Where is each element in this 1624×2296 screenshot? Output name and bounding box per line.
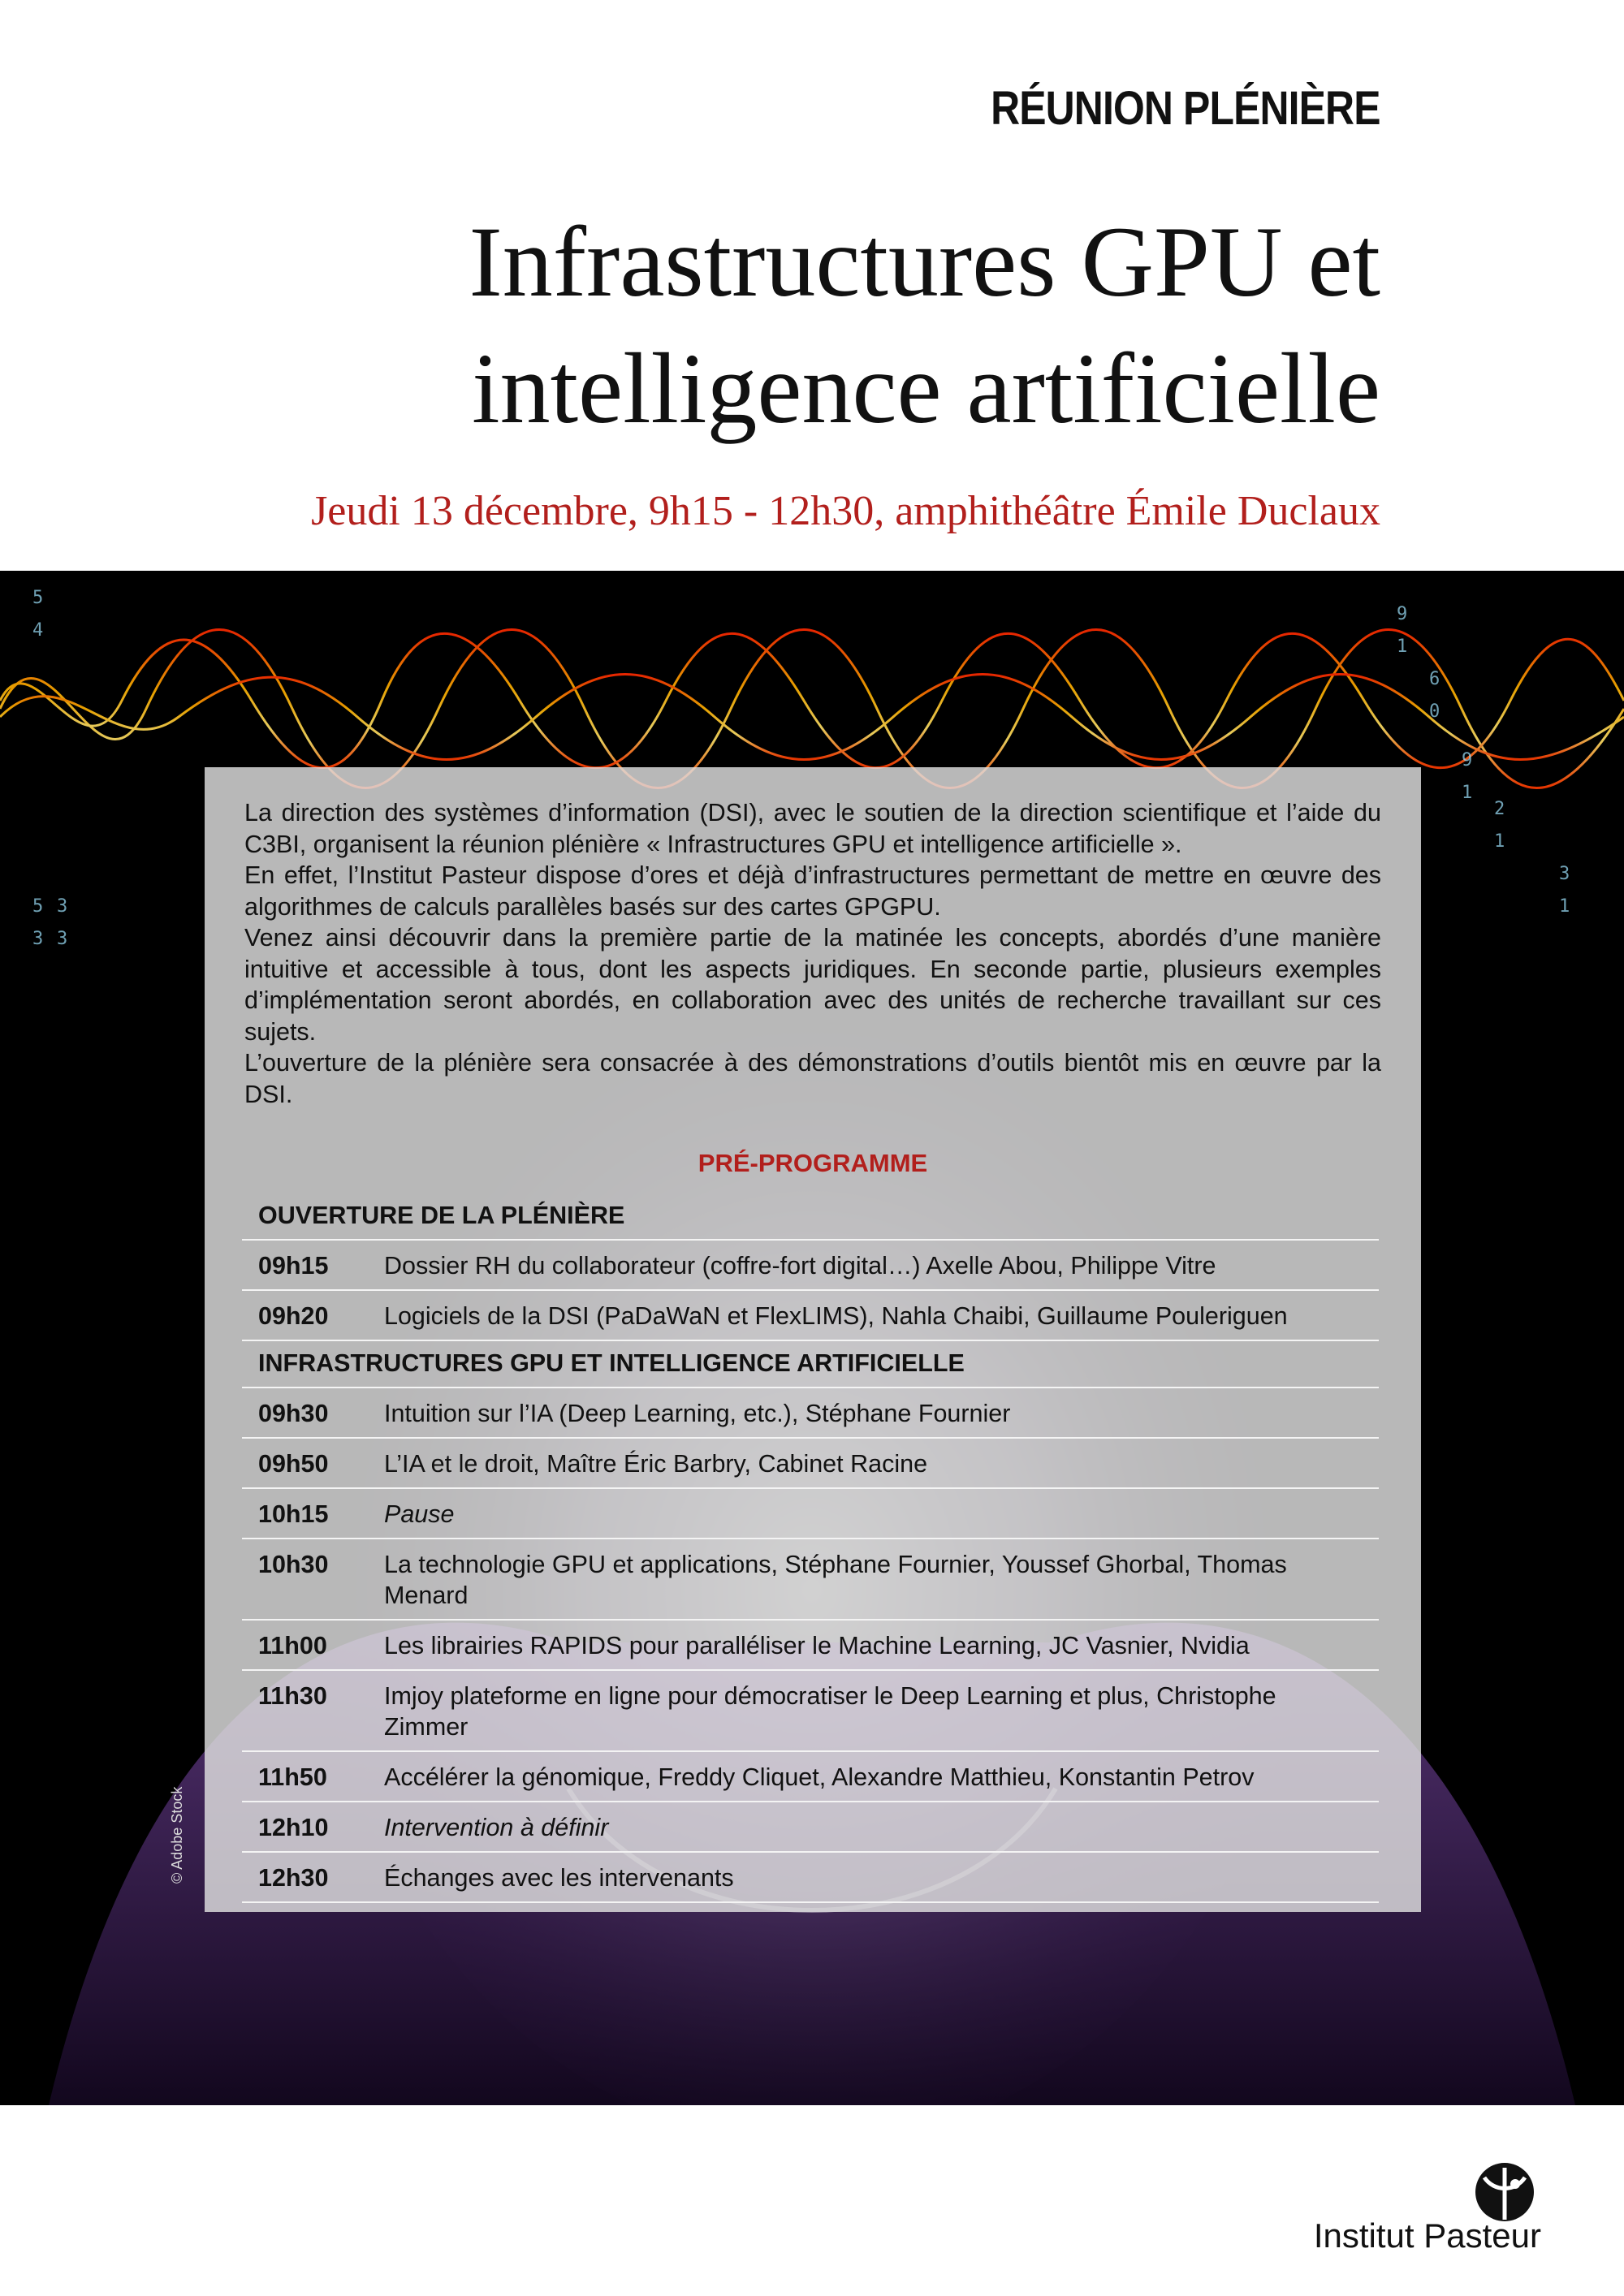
svg-text:6: 6 (1429, 669, 1440, 689)
intro-paragraph: L’ouverture de la plénière sera consacrée à des démonstrations d’outils bientôt mis en œuvre par la DSI. (244, 1049, 1381, 1108)
time-cell: 09h20 (258, 1302, 329, 1330)
programme-table (242, 1193, 1379, 1903)
intro-paragraph: Venez ainsi découvrir dans la première partie de la matinée les concepts, abordés d’une manière intuitive et accessible à tous, dont les aspects juridiques. En seconde partie, plusieurs exemples d’implémentation seront abordés, en collaboration avec des unités de recherche travaillant sur ces sujets. (244, 924, 1381, 1046)
programme-row (242, 1853, 1379, 1903)
section-header: INFRASTRUCTURES GPU ET INTELLIGENCE ARTIFICIELLE (242, 1341, 1379, 1388)
talk-cell: Dossier RH du collaborateur (coffre-fort digital…) Axelle Abou, Philippe Vitre (384, 1252, 1216, 1280)
page-title (469, 199, 1380, 452)
programme-row (242, 1241, 1379, 1291)
section-header: OUVERTURE DE LA PLÉNIÈRE (242, 1193, 1379, 1241)
programme-row (242, 1752, 1379, 1802)
title-line-1: Infrastructures GPU et (469, 206, 1380, 317)
talk-cell: Échanges avec les intervenants (384, 1864, 734, 1892)
time-cell: 10h30 (258, 1551, 329, 1578)
svg-text:1: 1 (1494, 831, 1505, 852)
programme-row (242, 1439, 1379, 1489)
programme-row (242, 1291, 1379, 1341)
programme-heading: PRÉ-PROGRAMME (698, 1149, 928, 1177)
programme-row (242, 1802, 1379, 1853)
talk-cell: Les librairies RAPIDS pour paralléliser le Machine Learning, JC Vasnier, Nvidia (384, 1632, 1250, 1659)
time-cell: 12h30 (258, 1864, 329, 1892)
talk-cell: Imjoy plateforme en ligne pour démocratiser le Deep Learning et plus, Christophe Zimmer (384, 1682, 1276, 1741)
svg-text:3: 3 (57, 929, 68, 949)
event-type: RÉUNION PLÉNIÈRE (991, 82, 1380, 135)
photo-credit: © Adobe Stock (169, 1786, 185, 1884)
svg-text:1: 1 (1397, 637, 1408, 657)
talk-cell: Logiciels de la DSI (PaDaWaN et FlexLIMS), Nahla Chaibi, Guillaume Pouleriguen (384, 1302, 1288, 1330)
talk-cell: Pause (384, 1500, 455, 1528)
svg-text:0: 0 (1429, 701, 1440, 722)
programme-row (242, 1539, 1379, 1621)
programme-row (242, 1388, 1379, 1439)
svg-text:3: 3 (32, 929, 44, 949)
talk-cell: Intervention à définir (384, 1814, 609, 1841)
svg-text:3: 3 (1559, 864, 1570, 884)
programme-row (242, 1671, 1379, 1752)
talk-cell: La technologie GPU et applications, Stéphane Fournier, Youssef Ghorbal, Thomas Menard (384, 1551, 1287, 1609)
svg-text:3: 3 (57, 896, 68, 917)
intro-text (244, 797, 1381, 1110)
talk-cell: L’IA et le droit, Maître Éric Barbry, Cabinet Racine (384, 1450, 928, 1478)
brand-name: Institut Pasteur (1313, 2216, 1541, 2255)
svg-text:2: 2 (1494, 799, 1505, 819)
svg-text:5: 5 (32, 896, 44, 917)
title-line-2: intelligence artificielle (472, 333, 1380, 444)
talk-cell: Accélérer la génomique, Freddy Cliquet, Alexandre Matthieu, Konstantin Petrov (384, 1763, 1255, 1791)
time-cell: 09h15 (258, 1252, 329, 1280)
intro-paragraph: La direction des systèmes d’information (DSI), avec le soutien de la direction scientifique et l’aide du C3BI, organisent la réunion plénière « Infrastructures GPU et intelligence artificielle ». (244, 799, 1381, 858)
time-cell: 09h50 (258, 1450, 329, 1478)
time-cell: 11h50 (258, 1763, 327, 1791)
svg-text:5: 5 (32, 588, 44, 608)
svg-text:4: 4 (32, 620, 44, 641)
svg-text:1: 1 (1462, 783, 1473, 803)
svg-text:9: 9 (1397, 604, 1408, 624)
svg-text:9: 9 (1462, 750, 1473, 770)
time-cell: 11h30 (258, 1682, 327, 1710)
institut-pasteur-logo-icon (1468, 2160, 1541, 2225)
talk-cell: Intuition sur l’IA (Deep Learning, etc.), Stéphane Fournier (384, 1400, 1011, 1427)
programme-row (242, 1621, 1379, 1671)
svg-text:1: 1 (1559, 896, 1570, 917)
programme-row (242, 1489, 1379, 1539)
intro-paragraph: En effet, l’Institut Pasteur dispose d’ores et déjà d’infrastructures permettant de mettre en œuvre des algorithmes de calculs parallèles basés sur des cartes GPGPU. (244, 861, 1381, 921)
time-cell: 10h15 (258, 1500, 329, 1528)
event-date: Jeudi 13 décembre, 9h15 - 12h30, amphithéâtre Émile Duclaux (311, 488, 1380, 534)
time-cell: 11h00 (258, 1632, 327, 1659)
time-cell: 12h10 (258, 1814, 329, 1841)
time-cell: 09h30 (258, 1400, 329, 1427)
